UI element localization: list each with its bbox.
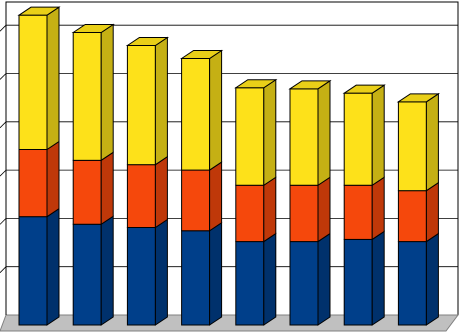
bar-segment-side	[47, 142, 59, 217]
bar-segment-front	[344, 239, 372, 325]
bar-segment-front	[398, 102, 426, 191]
bar-segment-front	[236, 88, 264, 186]
bar-segment-side	[426, 234, 438, 325]
bar-segment-side	[210, 162, 222, 231]
bar-segment-side	[426, 183, 438, 242]
bar-stack	[236, 80, 276, 325]
bar-segment-side	[264, 80, 276, 186]
gridline-side	[0, 122, 6, 128]
bar-segment-front	[127, 46, 155, 165]
bar-stack	[73, 25, 113, 326]
bar-segment-side	[318, 81, 330, 185]
bar-segment-side	[372, 177, 384, 239]
bar-segment-front	[398, 242, 426, 325]
floor	[0, 315, 458, 331]
gridline-side	[0, 170, 6, 176]
bar-segment-side	[155, 220, 167, 326]
bar-segment-front	[73, 33, 101, 161]
bar-segment-side	[264, 234, 276, 325]
bar-stack	[127, 38, 167, 326]
bar-segment-front	[182, 59, 210, 171]
bar-segment-front	[73, 224, 101, 325]
bar-segment-front	[182, 231, 210, 325]
bar-segment-side	[210, 223, 222, 325]
bar-segment-side	[101, 152, 113, 224]
bar-segment-front	[236, 185, 264, 241]
bar-segment-side	[101, 25, 113, 161]
bar-segment-front	[290, 185, 318, 241]
gridline-side	[0, 25, 6, 31]
bar-segment-front	[19, 217, 47, 325]
bar-segment-side	[264, 177, 276, 241]
gridline-side	[0, 218, 6, 224]
bar-stack	[19, 7, 59, 325]
bar-stack	[398, 94, 438, 325]
bar-segment-side	[318, 177, 330, 241]
bar-segment-side	[372, 85, 384, 185]
bar-segment-side	[372, 231, 384, 325]
bar-segment-side	[426, 94, 438, 191]
bar-segment-front	[398, 191, 426, 242]
bar-segment-front	[290, 242, 318, 325]
bar-segment-side	[318, 234, 330, 325]
bar-segment-side	[47, 209, 59, 325]
bar-segment-side	[210, 51, 222, 171]
bar-segment-front	[127, 165, 155, 228]
bar-segment-side	[101, 216, 113, 325]
bar-segment-front	[73, 160, 101, 224]
bar-stack	[182, 51, 222, 326]
bar-segment-front	[344, 185, 372, 239]
bar-segment-front	[19, 150, 47, 217]
bar-stack	[290, 81, 330, 325]
bar-segment-front	[182, 170, 210, 231]
gridline-side	[0, 74, 6, 80]
chart-walls	[0, 2, 458, 331]
bar-segment-side	[155, 38, 167, 165]
gridline-side	[0, 267, 6, 273]
bar-segment-front	[19, 15, 47, 149]
bar-segment-front	[127, 228, 155, 326]
bar-segment-side	[155, 157, 167, 228]
bar-stack	[344, 85, 384, 325]
bar-segment-front	[290, 89, 318, 185]
bar-segment-side	[47, 7, 59, 149]
bar-segment-front	[344, 93, 372, 185]
bar-segment-front	[236, 242, 264, 325]
